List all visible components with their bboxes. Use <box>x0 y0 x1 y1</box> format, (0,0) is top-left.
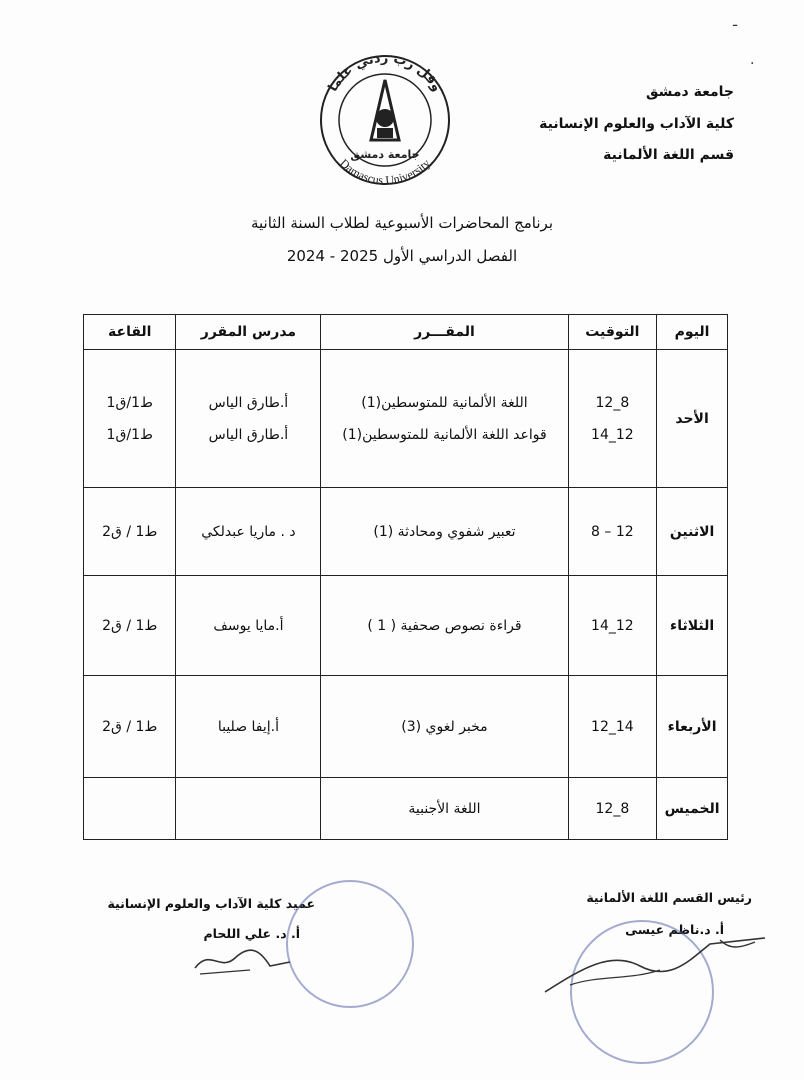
teacher-cell: أ.إيفا صليبا <box>176 676 321 778</box>
table-header-row <box>84 315 728 350</box>
day-cell: الأربعاء <box>657 676 728 778</box>
teacher-cell: د . ماريا عبدلكي <box>176 488 321 576</box>
department-head-signature-icon <box>540 930 770 1000</box>
time-cell: 14_12 <box>568 676 657 778</box>
header-room: القاعة <box>84 315 176 350</box>
day-cell: الأحد <box>657 350 728 488</box>
course-cell: قراءة نصوص صحفية ( 1 ) <box>321 576 568 676</box>
time-cell: 12_14 <box>568 576 657 676</box>
header-department: قسم اللغة الألمانية <box>603 147 734 163</box>
logo-arabic-name: جامعة دمشق <box>350 148 420 161</box>
semester-title: الفصل الدراسي الأول 2025 - 2024 <box>286 247 518 265</box>
course-cell: مخبر لغوي (3) <box>321 676 568 778</box>
table-row <box>84 488 728 576</box>
day-cell: الاثنين <box>657 488 728 576</box>
header-time: التوقيت <box>568 315 657 350</box>
time-cell: 8_12 <box>568 778 657 840</box>
teacher-name: أ.طارق الياس <box>208 426 289 443</box>
department-head-name: أ. د.ناظم عيسى <box>625 922 724 937</box>
teacher-cell <box>176 350 321 488</box>
course-cell: اللغة الأجنبية <box>321 778 568 840</box>
schedule-title: برنامج المحاضرات الأسبوعية لطلاب السنة الثانية <box>250 214 553 232</box>
room-cell <box>84 350 176 488</box>
course-cell: تعبير شفوي ومحادثة (1) <box>321 488 568 576</box>
dean-title: عميد كلية الآداب والعلوم الإنسانية <box>107 896 315 911</box>
department-head-title: رئيس القسم اللغة الألمانية <box>586 890 752 905</box>
room-cell <box>84 778 176 840</box>
time-cell: 12 – 8 <box>568 488 657 576</box>
header-university: جامعة دمشق <box>646 84 734 100</box>
faculty-stamp <box>286 880 414 1008</box>
table-row <box>84 350 728 488</box>
dean-name: أ. د. علي اللحام <box>203 926 300 941</box>
header-faculty: كلية الآداب والعلوم الإنسانية <box>539 116 734 132</box>
course-name: قواعد اللغة الألمانية للمتوسطين(1) <box>342 426 547 443</box>
schedule-table <box>83 314 728 840</box>
table-row <box>84 778 728 840</box>
corner-mark: ـ <box>733 14 738 30</box>
room-value: ط1/ق1 <box>106 394 153 411</box>
svg-text:وقل رب زدني علما <box>326 51 445 94</box>
table-row <box>84 676 728 778</box>
room-cell: ط1 / ق2 <box>84 576 176 676</box>
day-cell: الثلاثاء <box>657 576 728 676</box>
teacher-cell: أ.مايا يوسف <box>176 576 321 676</box>
room-cell: ط1 / ق2 <box>84 488 176 576</box>
header-day: اليوم <box>657 315 728 350</box>
room-value: ط1/ق1 <box>106 426 153 443</box>
day-cell: الخميس <box>657 778 728 840</box>
course-cell <box>321 350 568 488</box>
teacher-cell <box>176 778 321 840</box>
header-course: المقـــرر <box>321 315 568 350</box>
room-cell: ط1 / ق2 <box>84 676 176 778</box>
teacher-name: أ.طارق الياس <box>208 394 289 411</box>
corner-mark: · <box>750 56 755 72</box>
time-value: 12_14 <box>591 426 634 443</box>
time-cell <box>568 350 657 488</box>
course-name: اللغة الألمانية للمتوسطين(1) <box>361 394 528 411</box>
header-teacher: مدرس المقرر <box>176 315 321 350</box>
logo-motto: وقل رب زدني علما <box>325 50 445 95</box>
dean-signature-icon <box>190 940 300 980</box>
logo-english-name: Damascus University <box>336 156 434 188</box>
university-logo <box>305 48 465 198</box>
time-value: 8_12 <box>595 394 630 411</box>
table-row <box>84 576 728 676</box>
